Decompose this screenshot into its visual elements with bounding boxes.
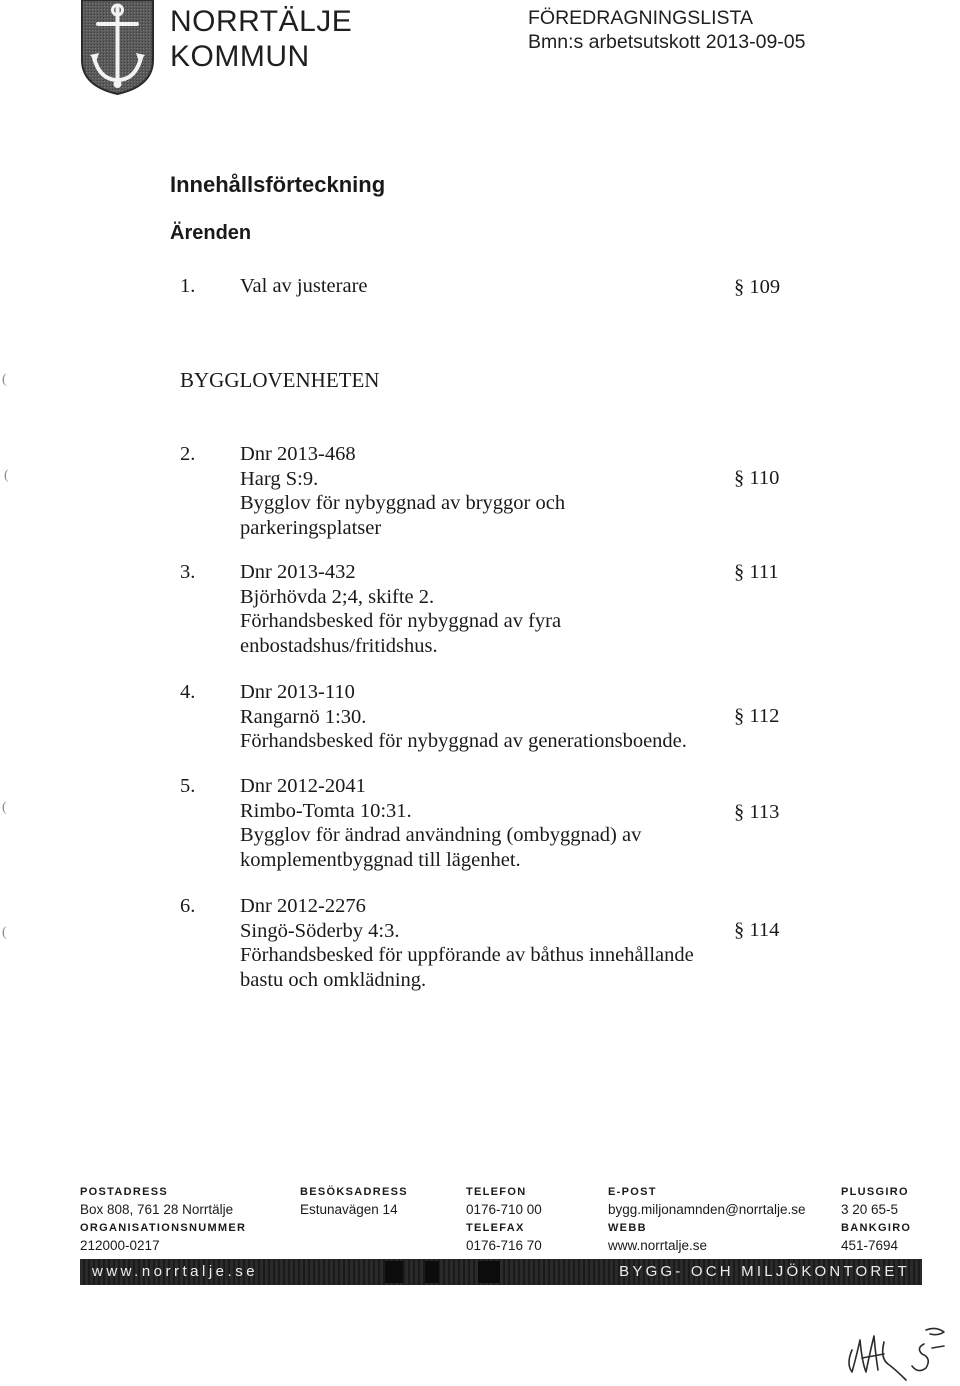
paragraph-ref-2: § 110 (734, 467, 780, 489)
item-number: 2. (180, 443, 196, 465)
scan-speck: ( (4, 468, 9, 483)
toc-heading: Innehållsförteckning (170, 172, 386, 197)
meeting-title: Bmn:s arbetsutskott 2013-09-05 (528, 31, 806, 53)
item-number: 6. (180, 895, 196, 917)
scan-artifact (425, 1261, 439, 1283)
item-line: enbostadshus/fritidshus. (240, 634, 438, 657)
scan-speck: ( (2, 800, 7, 815)
item-line: Dnr 2013-110 (240, 681, 355, 703)
footer-email-column (608, 1184, 806, 1254)
plusgiro-value: 3 20 65-5 (841, 1202, 899, 1217)
web-label: WEBB (608, 1222, 647, 1234)
paragraph-ref-6: § 114 (734, 919, 780, 941)
org-number-label: ORGANISATIONSNUMMER (80, 1222, 247, 1234)
item-line: Rangarnö 1:30. (240, 705, 367, 728)
paragraph-ref-5: § 113 (734, 801, 780, 823)
document-type: FÖREDRAGNINGSLISTA (528, 7, 754, 29)
item-number: 4. (180, 681, 196, 703)
fax-label: TELEFAX (466, 1222, 525, 1234)
footer-visit-column (300, 1184, 408, 1218)
scan-speck: ( (2, 925, 7, 940)
item-line: Dnr 2012-2041 (240, 775, 366, 797)
phone-value: 0176-710 00 (466, 1202, 542, 1217)
item-line: Harg S:9. (240, 467, 319, 490)
item-line: Förhandsbesked för nybyggnad av fyra (240, 610, 562, 632)
item-line: Förhandsbesked för nybyggnad av generationsboende. (240, 730, 687, 752)
org-number-value: 212000-0217 (80, 1238, 160, 1253)
section-heading: Ärenden (170, 222, 252, 244)
paragraph-ref-4: § 112 (734, 705, 780, 727)
item-line: komplementbyggnad till lägenhet. (240, 848, 521, 871)
item-line: Rimbo-Tomta 10:31. (240, 799, 412, 822)
plusgiro-label: PLUSGIRO (841, 1186, 909, 1198)
item-line: Singö-Söderby 4:3. (240, 919, 400, 942)
footer-phone-column (466, 1184, 542, 1254)
bankgiro-value: 451-7694 (841, 1238, 899, 1253)
org-name-line2: KOMMUN (170, 40, 310, 73)
visit-value: Estunavägen 14 (300, 1202, 398, 1217)
item-line: Dnr 2013-468 (240, 443, 356, 465)
item-line: Val av justerare (240, 275, 368, 297)
postal-label: POSTADRESS (80, 1186, 168, 1198)
phone-label: TELEFON (466, 1186, 527, 1198)
paragraph-ref-3: § 111 (734, 561, 779, 583)
item-line: parkeringsplatser (240, 516, 382, 539)
unit-heading: BYGGLOVENHETEN (180, 368, 380, 392)
item-line: Björhövda 2;4, skifte 2. (240, 585, 435, 608)
item-number: 3. (180, 561, 196, 583)
email-value: bygg.miljonamnden@norrtalje.se (608, 1202, 806, 1217)
item-number: 5. (180, 775, 196, 797)
visit-label: BESÖKSADRESS (300, 1186, 408, 1198)
item-line: Bygglov för nybyggnad av bryggor och (240, 492, 566, 514)
scan-speck: ( (2, 372, 7, 387)
paragraph-ref-1: § 109 (734, 276, 781, 298)
web-value: www.norrtalje.se (608, 1238, 708, 1253)
scan-artifact (478, 1261, 500, 1283)
scan-artifact (385, 1261, 403, 1283)
document-header (528, 6, 806, 54)
footer-department: BYGG- OCH MILJÖKONTORET (619, 1263, 910, 1280)
footer-postal-column (80, 1184, 246, 1254)
org-name-line1: NORRTÄLJE (170, 5, 353, 38)
item-line: Bygglov för ändrad användning (ombyggnad) av (240, 824, 642, 846)
organization-name (170, 4, 352, 74)
bankgiro-label: BANKGIRO (841, 1222, 912, 1234)
item-line: Dnr 2013-432 (240, 561, 356, 583)
footer-website: www.norrtalje.se (92, 1263, 259, 1280)
footer-bar (80, 1259, 922, 1285)
footer-giro-column (841, 1184, 911, 1254)
fax-value: 0176-716 70 (466, 1238, 542, 1253)
item-line: Dnr 2012-2276 (240, 895, 366, 917)
norrtalje-crest-logo (80, 0, 155, 95)
postal-value: Box 808, 761 28 Norrtälje (80, 1202, 234, 1217)
item-line: Förhandsbesked för uppförande av båthus innehållande (240, 944, 694, 966)
email-label: E-POST (608, 1186, 657, 1198)
handwritten-initials (840, 1318, 960, 1386)
item-number: 1. (180, 275, 196, 297)
item-line: bastu och omklädning. (240, 968, 427, 991)
